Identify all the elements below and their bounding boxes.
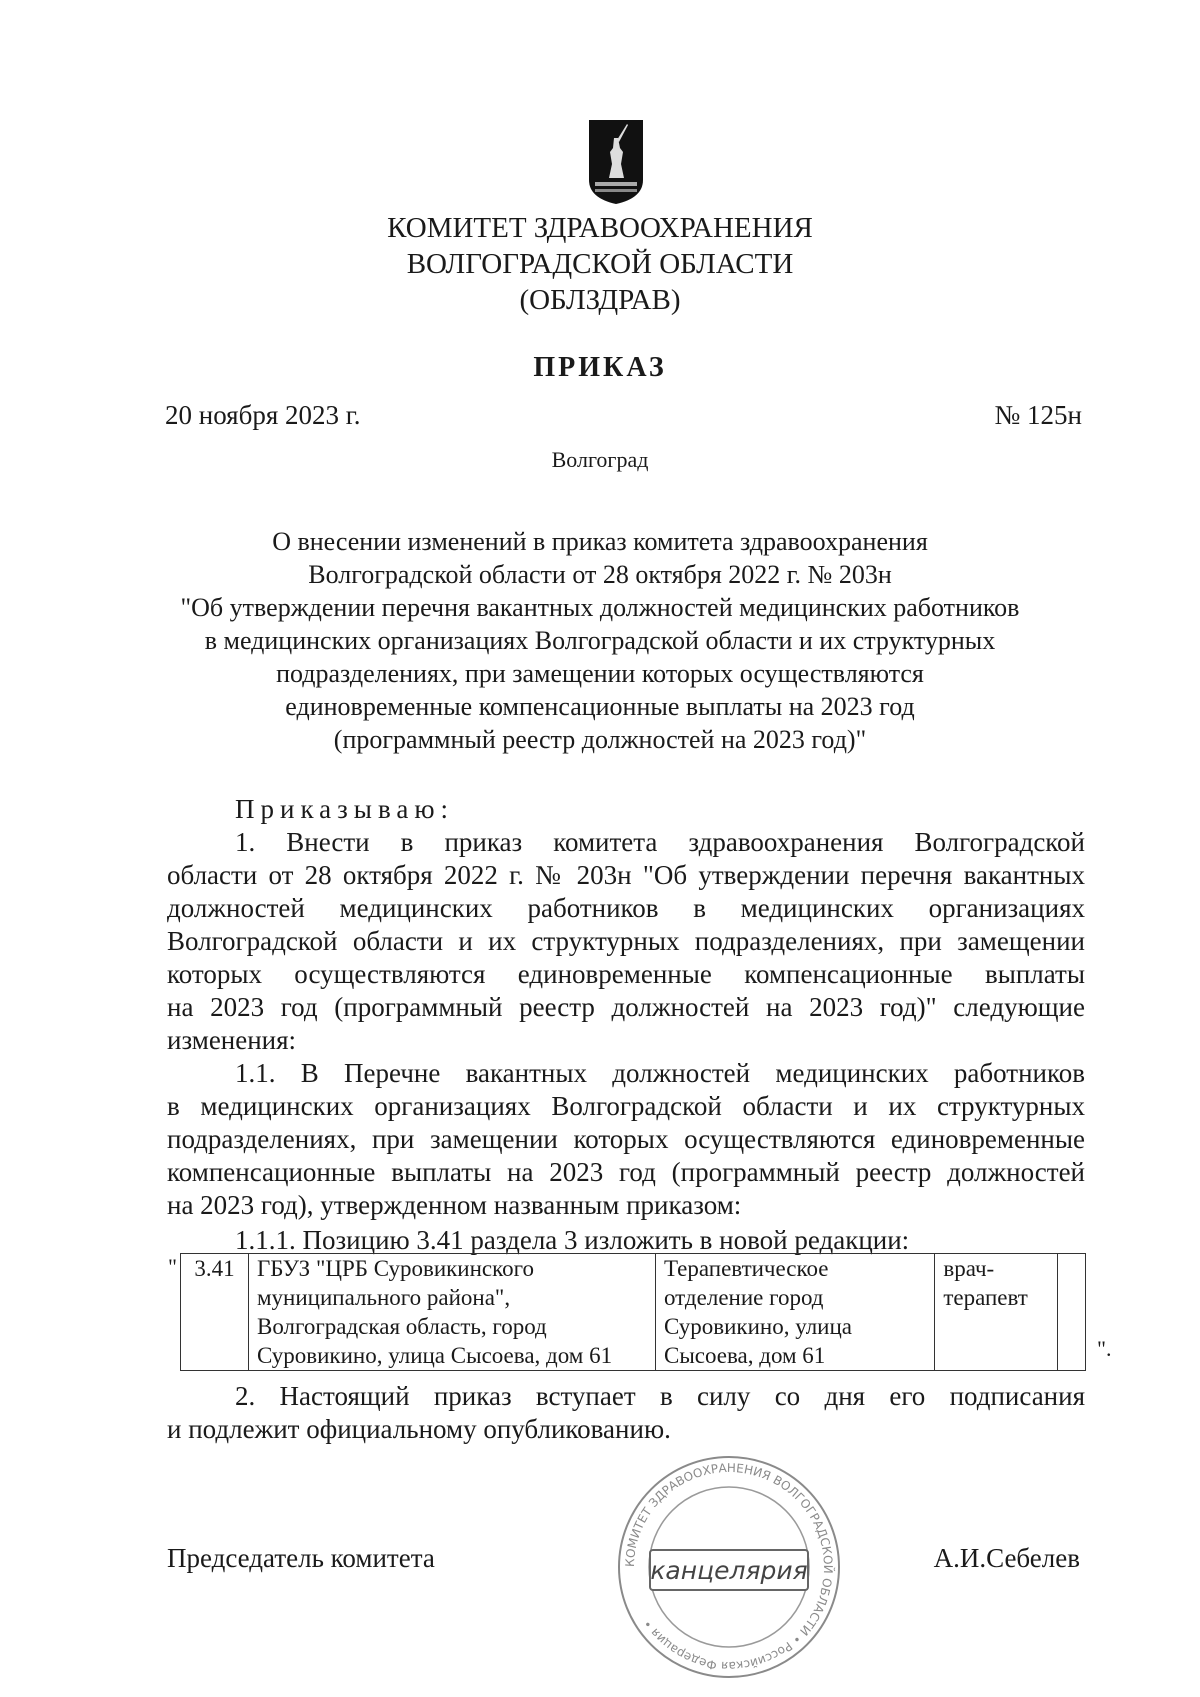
amendment-table: [180, 1253, 1086, 1371]
paragraph-1-1-line: на 2023 год), утвержденном названным приказом:: [167, 1190, 742, 1220]
subject-line: единовременные компенсационные выплаты на 2023 год: [285, 692, 915, 721]
paragraph-1-line: которых осуществляются единовременные компенсационные выплаты: [167, 959, 1085, 989]
paragraph-1-line: должностей медицинских работников в медицинских организациях: [167, 893, 1085, 923]
paragraph-1-1-1: 1.1.1. Позицию 3.41 раздела 3 изложить в новой редакции:: [235, 1225, 910, 1255]
paragraph-2-line: 2. Настоящий приказ вступает в силу со дня его подписания: [235, 1381, 1085, 1411]
paragraph-1-line: на 2023 год (программный реестр должностей на 2023 год)" следующие: [167, 992, 1085, 1022]
organization-cell: ГБУЗ "ЦРБ Суровикинского муниципального района", Волгоградская область, город Суровикино, улица Сысоева, дом 61: [249, 1254, 656, 1371]
paragraph-1-1-line: подразделениях, при замещении которых осуществляются единовременные: [167, 1124, 1085, 1154]
paragraph-2-line: и подлежит официальному опубликованию.: [167, 1414, 671, 1444]
order-number: № 125н: [994, 400, 1082, 430]
paragraph-1-1-line: в медицинских организациях Волгоградской области и их структурных: [167, 1091, 1085, 1121]
stamp-label: канцелярия: [650, 1556, 808, 1585]
job-position-cell: врач-терапевт: [935, 1254, 1057, 1371]
subject-line: "Об утверждении перечня вакантных должностей медицинских работников: [180, 593, 1020, 622]
signatory-title: Председатель комитета: [167, 1543, 435, 1573]
subject-line: подразделениях, при замещении которых осуществляются: [276, 659, 924, 688]
paragraph-1-line: области от 28 октября 2022 г. № 203н "Об утверждении перечня вакантных: [167, 860, 1085, 890]
paragraph-1-1-line: 1.1. В Перечне вакантных должностей медицинских работников: [235, 1058, 1085, 1088]
table-close-quote: ".: [1097, 1336, 1112, 1361]
paragraph-1-line: Волгоградской области и их структурных подразделениях, при замещении: [167, 926, 1085, 956]
position-number-cell: 3.41: [181, 1254, 249, 1371]
org-name-line2: ВОЛГОГРАДСКОЙ ОБЛАСТИ: [406, 248, 794, 280]
paragraph-1-1-line: компенсационные выплаты на 2023 год (программный реестр должностей: [167, 1157, 1085, 1187]
department-cell: Терапевтическое отделение город Суровикино, улица Сысоева, дом 61: [655, 1254, 934, 1371]
empty-cell: [1057, 1254, 1085, 1371]
order-city: Волгоград: [551, 447, 649, 472]
stamp-ring-text: КОМИТЕТ ЗДРАВООХРАНЕНИЯ ВОЛГОГРАДСКОЙ ОБЛАСТИ • Российская Федерация •: [622, 1460, 836, 1674]
table-row: [181, 1254, 1086, 1371]
document-type: ПРИКАЗ: [533, 352, 667, 383]
paragraph-1-line: 1. Внести в приказ комитета здравоохранения Волгоградской: [235, 827, 1085, 857]
coat-of-arms-icon: [587, 118, 645, 206]
subject-line: (программный реестр должностей на 2023 год)": [333, 725, 867, 754]
office-stamp: [614, 1452, 844, 1682]
paragraph-1-line: изменения:: [167, 1025, 297, 1055]
subject-line: в медицинских организациях Волгоградской области и их структурных: [204, 626, 996, 655]
org-name-line3: (ОБЛЗДРАВ): [519, 284, 681, 316]
table-open-quote: ": [168, 1254, 177, 1279]
subject-line: О внесении изменений в приказ комитета здравоохранения: [272, 527, 928, 556]
subject-line: Волгоградской области от 28 октября 2022 г. № 203н: [308, 560, 892, 589]
signatory-name: А.И.Себелев: [933, 1543, 1080, 1573]
org-name-line1: КОМИТЕТ ЗДРАВООХРАНЕНИЯ: [387, 212, 813, 244]
order-word: Приказываю:: [235, 794, 454, 824]
order-date: 20 ноября 2023 г.: [165, 400, 361, 430]
